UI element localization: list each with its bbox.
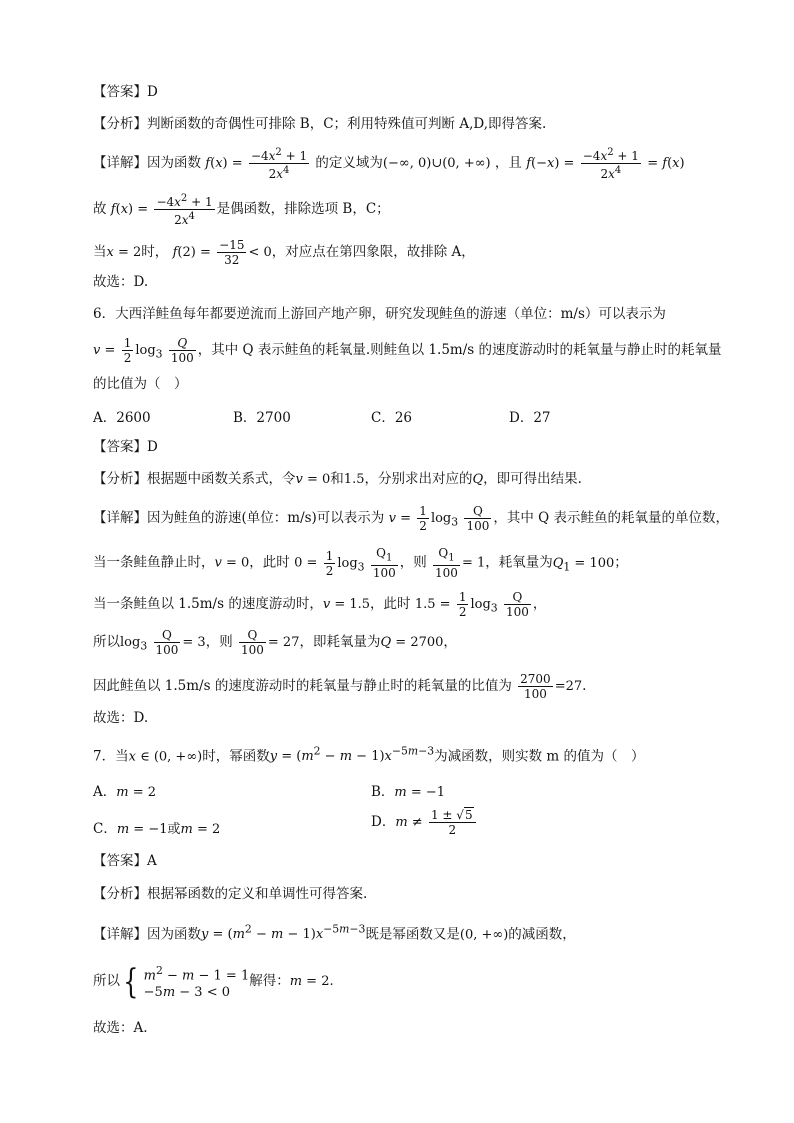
text: 当一条鲑鱼静止时， — [93, 554, 215, 571]
q7-option-b[interactable] — [371, 780, 445, 800]
fraction: $\frac{1}{2}$ — [458, 590, 467, 619]
q6-stem-line-2 — [93, 336, 722, 365]
text: 因为函数 — [147, 155, 201, 171]
text: ，此时 — [370, 596, 411, 612]
text: 根据幂函数的定义和单调性可得答案. — [147, 886, 368, 902]
q5-answer: D — [147, 84, 158, 100]
text: 因此鲑鱼以 1.5m/s 的速度游动时的耗氧量与静止时的耗氧量的比值为 — [93, 678, 512, 694]
math-fx: f(x) = — [110, 202, 149, 217]
q7-detail-line-1 — [93, 920, 576, 945]
math-x-eq-2: x = 2 — [106, 245, 142, 260]
equation-system: $m^2 - m - 1 = 1$ −5m − 3 < 0 — [143, 964, 250, 1001]
math-fx: f(x) = — [205, 156, 243, 171]
math-eq-27: = 27 — [267, 635, 300, 650]
fraction: $\frac{1}{2}$ — [419, 504, 427, 533]
fraction: $\frac{Q}{100}$ — [170, 336, 194, 365]
q7-stem — [93, 742, 645, 767]
fraction: $\frac{Q}{100}$ — [241, 628, 264, 657]
q6-option-c[interactable]: C．26 — [371, 410, 413, 426]
q7-detail-line-2: 所以{ $m^2 - m - 1 = 1$ −5m − 3 < 0 解得：m = 2. — [93, 961, 334, 1002]
text: 7．当 — [93, 748, 129, 765]
math-m-eq-2: m = 2 — [289, 974, 330, 990]
text: 所以 — [93, 634, 120, 650]
text: ，则 — [399, 554, 427, 571]
q5-conclusion: 故选：D. — [93, 274, 149, 290]
text: 为减函数，则实数 m 的值为（ ） — [434, 748, 645, 765]
math-log: $\log_3$ — [135, 343, 163, 361]
text: 当 — [93, 244, 107, 260]
math-log: $\log_3$ — [430, 511, 459, 529]
math-m-eq-2: m = 2 — [116, 785, 157, 800]
fraction: $\frac{Q_1}{100}$ — [372, 546, 396, 581]
option-label: D． — [371, 814, 396, 830]
math-v-formula: v = — [388, 511, 411, 526]
detail-tag: 【详解】 — [93, 155, 147, 171]
math-1-5: 1.5 — [343, 472, 365, 487]
analysis-tag: 【分析】 — [93, 471, 147, 487]
q6-conclusion: 故选：D. — [93, 710, 149, 726]
q7-answer-line — [93, 851, 157, 871]
q7-conclusion: 故选：A. — [93, 1020, 148, 1036]
q6-stem-line-3: 的比值为（ ） — [93, 376, 188, 392]
text: 因为函数 — [147, 926, 201, 943]
option-label: C． — [93, 821, 117, 837]
fraction: $\frac{Q}{100}$ — [505, 590, 529, 619]
math-power-function: $y = (m^2 - m - 1)x^{-5m-3}$ — [201, 923, 366, 943]
text: 是偶函数，排除选项 B，C； — [216, 201, 390, 217]
option-label: B． — [371, 784, 395, 800]
text: ， — [532, 596, 547, 612]
math-interval: (0, +∞) — [459, 927, 509, 943]
text: 和 — [330, 471, 344, 487]
fraction: $\frac{-15}{32}$ — [219, 238, 245, 267]
math-q: Q — [472, 472, 484, 487]
math-q-2700: Q = 2700 — [380, 635, 444, 650]
text: ，其中 Q 表示鲑鱼的耗氧量的单位数， — [493, 510, 729, 526]
analysis-tag: 【分析】 — [93, 116, 147, 132]
text: ，即可得出结果. — [483, 471, 582, 487]
option-label: A． — [93, 784, 117, 800]
math-power-function: $y = (m^2 - m - 1)x^{-5m-3}$ — [269, 745, 435, 765]
math-zero-eq: 0 = — [294, 555, 318, 571]
answer-tag: 【答案】 — [93, 84, 147, 100]
text: ，则 — [205, 634, 233, 650]
text: ，即耗氧量为 — [299, 634, 381, 650]
math-log: $\log_3$ — [470, 597, 498, 615]
text: 所以 — [93, 973, 120, 990]
q7-option-d[interactable] — [371, 808, 478, 837]
math-f2: f(2) = — [172, 245, 211, 260]
math-f-neg-x: f(−x) = — [526, 156, 575, 171]
fraction: $\frac{Q}{100}$ — [466, 504, 490, 533]
text: 的减函数， — [508, 926, 576, 943]
fraction: $\frac{-4x^2 + 1}{2x^4}$ — [250, 147, 308, 181]
fraction: $\frac{1 \pm √5}{2}$ — [429, 808, 476, 837]
q5-detail-line-2 — [93, 192, 390, 227]
text: ，分别求出对应的 — [364, 471, 473, 487]
text: ， — [443, 634, 457, 650]
fraction: $\frac{1}{2}$ — [325, 548, 334, 578]
math-v-formula: v = — [93, 343, 116, 358]
math-m-eq-neg1: m = −1 — [394, 785, 446, 800]
text: ，对应点在第四象限，故排除 A， — [271, 244, 475, 260]
text: 时，幂函数 — [202, 748, 270, 765]
text: 因为鲑鱼的游速(单位：m/s)可以表示为 — [147, 510, 385, 526]
fraction: $\frac{Q_1}{100}$ — [435, 546, 458, 581]
q6-option-d[interactable]: D．27 — [509, 410, 551, 426]
text: 故 — [93, 201, 107, 217]
q6-detail-line-2 — [93, 546, 628, 580]
q7-option-c[interactable] — [93, 817, 220, 837]
q6-answer-line — [93, 437, 158, 457]
math-eq-one: = 1 — [461, 555, 486, 571]
answer-tag: 【答案】 — [93, 439, 147, 455]
text: 时， — [141, 244, 169, 260]
math-1-5-eq: 1.5 = — [414, 597, 451, 612]
text: 既是幂函数又是 — [365, 926, 460, 943]
math-x-in-range: x ∈ (0, +∞) — [128, 749, 203, 765]
math-m-or: m = −1或m = 2 — [116, 822, 221, 837]
math-eq-fx: = f(x) — [647, 156, 685, 171]
q7-analysis-line — [93, 884, 367, 904]
text: ； — [614, 554, 628, 571]
q6-answer: D — [147, 439, 158, 455]
fraction: $\frac{-4x^2 + 1}{2x^4}$ — [156, 193, 213, 227]
q6-stem-line-1: 6．大西洋鲑鱼每年都要逆流而上游回产地产卵，研究发现鲑鱼的游速（单位：m/s）可以表示为 — [93, 306, 666, 322]
q6-option-a[interactable]: A．2600 — [93, 410, 151, 426]
detail-tag: 【详解】 — [93, 510, 147, 526]
math-m-neq: m ≠ — [395, 815, 423, 830]
q5-detail-line-1 — [93, 146, 685, 181]
text: ，耗氧量为 — [485, 554, 553, 571]
q5-answer-line — [93, 82, 158, 102]
q6-detail-line-4 — [93, 628, 457, 657]
math-eq-27: =27 — [554, 679, 583, 694]
fraction: $\frac{Q}{100}$ — [155, 628, 179, 657]
math-q1-100: $Q_1 = 100$ — [552, 555, 615, 574]
q6-detail-line-3 — [93, 590, 546, 619]
math-log: $\log_3$ — [120, 635, 148, 653]
text: ，且 — [494, 155, 522, 171]
detail-tag: 【详解】 — [93, 926, 147, 943]
math-domain: (−∞, 0)∪(0, +∞) — [382, 156, 491, 171]
math-log: $\log_3$ — [337, 555, 365, 574]
text: . — [582, 678, 587, 694]
text: 当一条鲑鱼以 1.5m/s 的速度游动时， — [93, 596, 323, 612]
analysis-tag: 【分析】 — [93, 886, 147, 902]
math-v0: v = 0 — [214, 555, 250, 571]
q5-analysis-line — [93, 114, 546, 134]
text: 的定义域为 — [315, 155, 383, 171]
math-eq-three: = 3 — [182, 635, 206, 650]
brace-icon: { — [123, 961, 139, 1002]
answer-tag: 【答案】 — [93, 853, 147, 869]
text: ，其中 Q 表示鲑鱼的耗氧量.则鲑鱼以 1.5m/s 的速度游动时的耗氧量与静止时的耗氧量 — [197, 342, 722, 358]
q6-detail-line-5 — [93, 672, 586, 701]
text: 根据题中函数关系式，令 — [147, 471, 296, 487]
q6-analysis-line — [93, 469, 582, 490]
q5-detail-line-3 — [93, 238, 475, 267]
q6-option-b[interactable]: B．2700 — [233, 410, 291, 426]
math-v0: v = 0 — [295, 472, 331, 487]
text: 解得： — [249, 973, 290, 990]
q7-option-a[interactable] — [93, 780, 156, 800]
q6-detail-line-1 — [93, 504, 729, 533]
text: ，此时 — [249, 554, 290, 571]
q5-analysis: 判断函数的奇偶性可排除 B，C；利用特殊值可判断 A,D,即得答案. — [147, 116, 547, 132]
math-v-1-5: v = 1.5 — [322, 597, 371, 612]
fraction: $\frac{1}{2}$ — [123, 336, 132, 365]
fraction: $\frac{-4x^2 + 1}{2x^4}$ — [582, 147, 639, 181]
fraction: $\frac{2700}{100}$ — [520, 672, 551, 701]
math-lt-zero: < 0 — [248, 245, 272, 260]
q7-answer: A — [147, 853, 157, 869]
